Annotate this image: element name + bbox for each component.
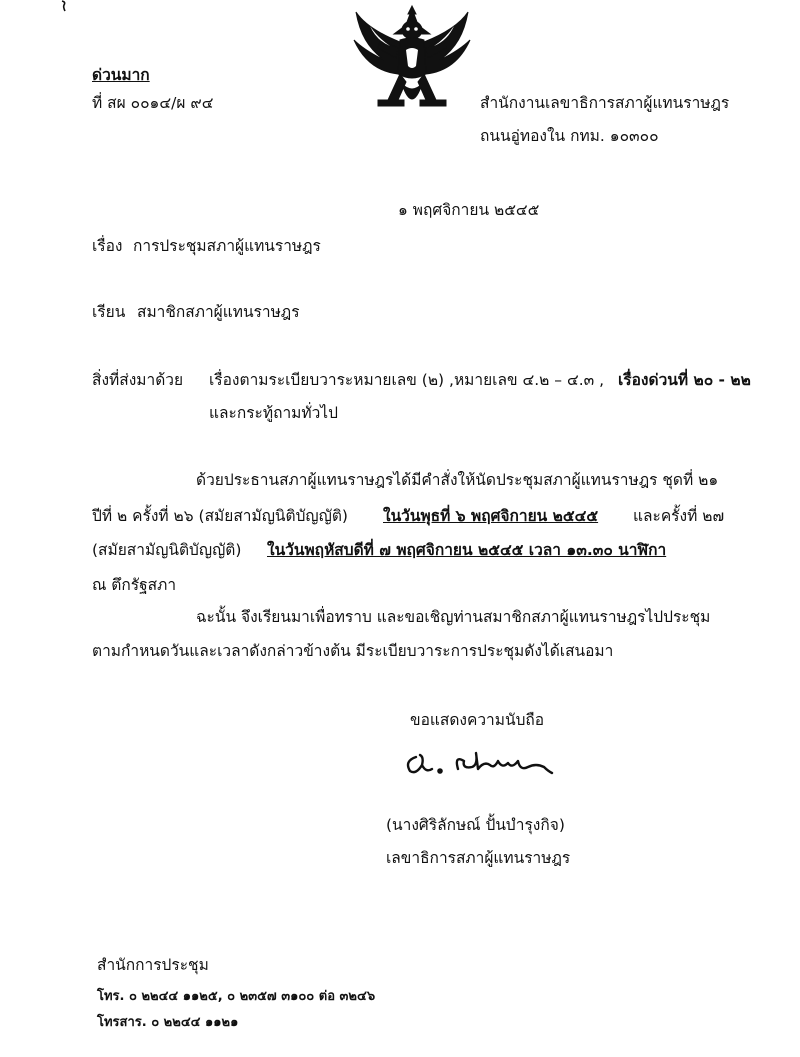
meeting-26-date: ในวันพุธที่ ๖ พฤศจิกายน ๒๕๔๕: [383, 507, 599, 525]
attachments-line1: เรื่องตามระเบียบวาระหมายเลข (๒) ,หมายเลข ๔.๒ – ๔.๓ ,: [209, 371, 605, 389]
meeting-venue: ณ ตึกรัฐสภา: [92, 576, 177, 594]
closing-salutation: ขอแสดงความนับถือ: [410, 711, 545, 729]
corner-mark-icon: [60, 0, 68, 12]
urgency-label: ด่วนมาก: [92, 66, 150, 84]
recipient-text: สมาชิกสภาผู้แทนราษฎร: [137, 303, 300, 321]
document-number: ที่ สผ ๐๐๑๔/ผ ๙๔: [92, 94, 214, 112]
body-p2-line2: ตามกำหนดวันและเวลาดังกล่าวข้างต้น มีระเบียบวาระการประชุมดังได้เสนอมา: [92, 642, 614, 660]
body-p1-line2c: และครั้งที่ ๒๗: [633, 507, 725, 525]
handwritten-signature-icon: [402, 745, 554, 779]
signer-title: เลขาธิการสภาผู้แทนราษฎร: [386, 849, 571, 867]
footer-fax: โทรสาร. ๐ ๒๒๔๔ ๑๑๒๑: [97, 1015, 239, 1030]
footer-department: สำนักการประชุม: [97, 956, 209, 974]
body-p1-line2a: ปีที่ ๒ ครั้งที่ ๒๖ (สมัยสามัญนิติบัญญัติ): [92, 507, 348, 525]
subject-text: การประชุมสภาผู้แทนราษฎร: [133, 237, 321, 255]
body-p2-line1: ฉะนั้น จึงเรียนมาเพื่อทราบ และขอเชิญท่านสมาชิกสภาผู้แทนราษฎรไปประชุม: [196, 608, 711, 626]
attachments-line2: และกระทู้ถามทั่วไป: [209, 404, 338, 422]
subject-label: เรื่อง: [92, 237, 123, 255]
letter-date: ๑ พฤศจิกายน ๒๕๔๕: [398, 201, 540, 219]
recipient-label: เรียน: [92, 303, 126, 321]
garuda-emblem-icon: [350, 4, 474, 116]
office-name: สำนักงานเลขาธิการสภาผู้แทนราษฎร: [480, 94, 730, 112]
body-p1-line1: ด้วยประธานสภาผู้แทนราษฎรได้มีคำสั่งให้นัดประชุมสภาผู้แทนราษฎร ชุดที่ ๒๑: [196, 471, 719, 489]
office-address: ถนนอู่ทองใน กทม. ๑๐๓๐๐: [480, 127, 659, 145]
attachments-urgent-items: เรื่องด่วนที่ ๒๐ - ๒๒: [618, 371, 751, 389]
footer-phone: โทร. ๐ ๒๒๔๔ ๑๑๒๕, ๐ ๒๓๕๗ ๓๑๐๐ ต่อ ๓๒๔๖: [97, 989, 376, 1004]
signer-name: (นางศิริลักษณ์ ปั้นบำรุงกิจ): [386, 816, 565, 834]
meeting-27-date-time: ในวันพฤหัสบดีที่ ๗ พฤศจิกายน ๒๕๔๕ เวลา ๑๓.๓๐ นาฬิกา: [267, 541, 667, 559]
body-p1-line3a: (สมัยสามัญนิติบัญญัติ): [92, 541, 242, 559]
attachments-label: สิ่งที่ส่งมาด้วย: [92, 371, 184, 389]
